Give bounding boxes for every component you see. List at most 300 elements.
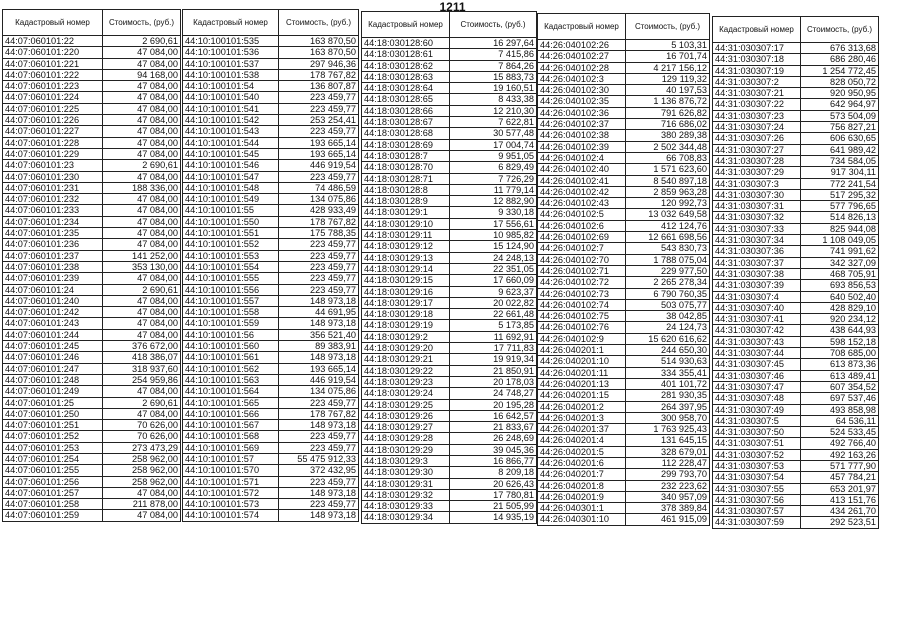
cost-cell: 328 679,01: [626, 446, 710, 457]
cadastral-number-cell: 44:26:040201:6: [538, 457, 626, 468]
table-row: [183, 431, 359, 442]
table-row: [3, 205, 181, 216]
table-row: [713, 167, 879, 178]
table-row: [713, 393, 879, 404]
table-row: [3, 273, 181, 284]
cadastral-number-cell: 44:07:060101:255: [3, 465, 103, 476]
table-row: [362, 388, 537, 399]
table-row: [3, 341, 181, 352]
cadastral-number-cell: 44:26:040201:10: [538, 356, 626, 367]
cadastral-number-cell: 44:10:100101:542: [183, 115, 279, 126]
cost-cell: 163 870,50: [279, 36, 359, 47]
cost-cell: 258 962,00: [103, 453, 181, 464]
cadastral-number-cell: 44:31:030307:22: [713, 99, 801, 110]
cadastral-number-cell: 44:26:040102:73: [538, 288, 626, 299]
cost-cell: 8 433,38: [450, 94, 537, 105]
cost-cell: 193 665,14: [279, 137, 359, 148]
cadastral-number-cell: 44:31:030307:34: [713, 235, 801, 246]
cadastral-number-cell: 44:07:060101:253: [3, 442, 103, 453]
table-row: [713, 415, 879, 426]
cadastral-table-1: [2, 9, 181, 522]
table-row: [183, 92, 359, 103]
cost-cell: 89 383,91: [279, 341, 359, 352]
table-row: [3, 307, 181, 318]
cadastral-number-cell: 44:31:030307:29: [713, 167, 801, 178]
table-row: [538, 209, 710, 220]
cost-cell: 120 992,73: [626, 198, 710, 209]
cost-cell: 15 124,90: [450, 241, 537, 252]
table-row: [538, 277, 710, 288]
cost-cell: 7 726,29: [450, 173, 537, 184]
cadastral-number-cell: 44:10:100101:549: [183, 194, 279, 205]
cost-cell: 2 690,61: [103, 160, 181, 171]
cadastral-number-cell: 44:31:030307:44: [713, 348, 801, 359]
cost-cell: 47 084,00: [103, 148, 181, 159]
cost-cell: 9 623,37: [450, 286, 537, 297]
table-row: [362, 150, 537, 161]
cost-cell: 223 459,77: [279, 103, 359, 114]
cost-cell: 20 195,28: [450, 399, 537, 410]
cost-cell: 47 084,00: [103, 239, 181, 250]
cost-cell: 47 084,00: [103, 194, 181, 205]
cost-cell: 38 042,85: [626, 311, 710, 322]
cost-cell: 8 540 897,18: [626, 175, 710, 186]
cadastral-number-cell: 44:26:040102:6: [538, 220, 626, 231]
cadastral-number-cell: 44:07:060101:237: [3, 250, 103, 261]
cadastral-number-cell: 44:31:030307:24: [713, 122, 801, 133]
cost-cell: 9 951,05: [450, 150, 537, 161]
table-row: [362, 71, 537, 82]
cadastral-number-cell: 44:10:100101:572: [183, 487, 279, 498]
table-row: [183, 126, 359, 137]
cadastral-number-cell: 44:31:030307:30: [713, 189, 801, 200]
cadastral-number-cell: 44:10:100101:562: [183, 363, 279, 374]
cost-cell: 514 826,13: [801, 212, 879, 223]
cadastral-number-cell: 44:26:040102:3: [538, 73, 626, 84]
table-row: [183, 318, 359, 329]
table-row: [538, 141, 710, 152]
cost-cell: 244 650,30: [626, 345, 710, 356]
table-row: [362, 297, 537, 308]
cost-cell: 457 784,21: [801, 472, 879, 483]
cadastral-number-cell: 44:18:030129:27: [362, 422, 450, 433]
cost-cell: 598 152,18: [801, 336, 879, 347]
cadastral-number-cell: 44:18:030129:13: [362, 252, 450, 263]
table-row: [538, 378, 710, 389]
cadastral-number-cell: 44:07:060101:254: [3, 453, 103, 464]
cadastral-number-cell: 44:10:100101:552: [183, 239, 279, 250]
cost-cell: 15 883,73: [450, 71, 537, 82]
table-row: [362, 173, 537, 184]
cost-cell: 1 763 925,43: [626, 424, 710, 435]
table-row: [183, 397, 359, 408]
cost-cell: 676 313,68: [801, 43, 879, 54]
cadastral-number-cell: 44:18:030129:16: [362, 286, 450, 297]
cadastral-number-cell: 44:07:060101:247: [3, 363, 103, 374]
cost-cell: 920 234,12: [801, 314, 879, 325]
cost-cell: 1 108 049,05: [801, 235, 879, 246]
cadastral-number-cell: 44:07:060101:238: [3, 261, 103, 272]
table-row: [3, 126, 181, 137]
cadastral-number-cell: 44:26:040102:71: [538, 265, 626, 276]
table-row: [713, 257, 879, 268]
cost-cell: 223 459,77: [279, 431, 359, 442]
cost-cell: 342 327,09: [801, 257, 879, 268]
cost-cell: 136 807,87: [279, 81, 359, 92]
cost-cell: 22 661,48: [450, 309, 537, 320]
cost-cell: 17 711,83: [450, 343, 537, 354]
cadastral-number-cell: 44:10:100101:554: [183, 261, 279, 272]
cost-cell: 607 354,52: [801, 381, 879, 392]
table-row: [538, 152, 710, 163]
table-row: [183, 205, 359, 216]
cost-cell: 74 486,59: [279, 182, 359, 193]
table-row: [713, 348, 879, 359]
cadastral-number-cell: 44:31:030307:19: [713, 65, 801, 76]
cost-cell: 642 964,97: [801, 99, 879, 110]
table-row: [3, 58, 181, 69]
table-row: [713, 268, 879, 279]
cost-cell: 141 252,00: [103, 250, 181, 261]
cost-cell: 828 050,72: [801, 76, 879, 87]
cost-cell: 163 870,50: [279, 47, 359, 58]
table-row: [362, 105, 537, 116]
table-row: [713, 483, 879, 494]
cadastral-number-cell: 44:26:040102:70: [538, 254, 626, 265]
cadastral-number-cell: 44:18:030129:20: [362, 343, 450, 354]
cadastral-number-cell: 44:07:060101:250: [3, 408, 103, 419]
table-row: [538, 322, 710, 333]
table-row: [362, 196, 537, 207]
table-row: [713, 178, 879, 189]
cadastral-number-cell: 44:26:040102:27: [538, 51, 626, 62]
table-row: [3, 194, 181, 205]
cost-cell: 9 330,18: [450, 207, 537, 218]
cadastral-number-cell: 44:07:060101:243: [3, 318, 103, 329]
cadastral-number-cell: 44:18:030128:70: [362, 162, 450, 173]
cadastral-number-cell: 44:18:030129:25: [362, 399, 450, 410]
cadastral-number-cell: 44:18:030129:34: [362, 512, 450, 523]
table-row: [362, 83, 537, 94]
table-row: [538, 299, 710, 310]
table-row: [362, 365, 537, 376]
cost-cell: 47 084,00: [103, 205, 181, 216]
cost-cell: 613 873,36: [801, 359, 879, 370]
table-row: [3, 261, 181, 272]
cadastral-number-cell: 44:31:030307:42: [713, 325, 801, 336]
table-row: [3, 397, 181, 408]
cost-cell: 503 075,77: [626, 299, 710, 310]
table-row: [183, 47, 359, 58]
table-row: [538, 367, 710, 378]
cost-cell: 613 489,41: [801, 370, 879, 381]
table-row: [3, 499, 181, 510]
table-row: [183, 510, 359, 521]
table-row: [713, 438, 879, 449]
cost-cell: 223 459,77: [279, 261, 359, 272]
cost-cell: 734 584,05: [801, 155, 879, 166]
table-row: [538, 503, 710, 514]
cadastral-number-cell: 44:10:100101:560: [183, 341, 279, 352]
cadastral-number-cell: 44:18:030128:61: [362, 49, 450, 60]
cadastral-number-cell: 44:31:030307:49: [713, 404, 801, 415]
cadastral-number-cell: 44:18:030129:1: [362, 207, 450, 218]
cadastral-number-cell: 44:18:030129:23: [362, 376, 450, 387]
cadastral-number-cell: 44:10:100101:541: [183, 103, 279, 114]
table-row: [362, 184, 537, 195]
cadastral-number-cell: 44:07:060101:234: [3, 216, 103, 227]
cost-cell: 55 475 912,33: [279, 453, 359, 464]
table-row: [362, 501, 537, 512]
table-row: [3, 318, 181, 329]
cost-cell: 20 626,43: [450, 478, 537, 489]
cost-cell: 19 919,34: [450, 354, 537, 365]
cost-cell: 14 935,19: [450, 512, 537, 523]
cadastral-number-cell: 44:18:030129:28: [362, 433, 450, 444]
table-row: [3, 160, 181, 171]
cost-cell: 577 796,65: [801, 201, 879, 212]
table-row: [3, 115, 181, 126]
cadastral-number-cell: 44:18:030129:19: [362, 320, 450, 331]
cadastral-number-cell: 44:26:040201:1: [538, 345, 626, 356]
table-row: [362, 309, 537, 320]
cadastral-number-cell: 44:10:100101:536: [183, 47, 279, 58]
cost-cell: 47 084,00: [103, 307, 181, 318]
cadastral-number-cell: 44:07:060101:232: [3, 194, 103, 205]
cost-cell: 193 665,14: [279, 148, 359, 159]
cost-cell: 273 473,29: [103, 442, 181, 453]
cost-cell: 47 084,00: [103, 510, 181, 521]
cost-cell: 47 084,00: [103, 47, 181, 58]
table-row: [713, 336, 879, 347]
cost-cell: 401 101,72: [626, 378, 710, 389]
cost-cell: 772 241,54: [801, 178, 879, 189]
table-row: [538, 424, 710, 435]
table-row: [183, 103, 359, 114]
table-row: [3, 239, 181, 250]
header-cost: Стоимость, (руб.): [626, 14, 710, 40]
cadastral-number-cell: 44:10:100101:565: [183, 397, 279, 408]
cost-cell: 372 432,95: [279, 465, 359, 476]
cost-cell: 15 620 616,62: [626, 333, 710, 344]
table-row: [3, 510, 181, 521]
cadastral-number-cell: 44:10:100101:56: [183, 329, 279, 340]
cadastral-number-cell: 44:18:030129:3: [362, 455, 450, 466]
cadastral-number-cell: 44:10:100101:547: [183, 171, 279, 182]
table-row: [538, 457, 710, 468]
cadastral-number-cell: 44:18:030128:7: [362, 150, 450, 161]
cadastral-number-cell: 44:10:100101:535: [183, 36, 279, 47]
cost-cell: 16 866,77: [450, 455, 537, 466]
table-row: [362, 286, 537, 297]
cadastral-number-cell: 44:10:100101:571: [183, 476, 279, 487]
table-row: [183, 250, 359, 261]
table-row: [538, 96, 710, 107]
cost-cell: 756 827,21: [801, 122, 879, 133]
cadastral-number-cell: 44:31:030307:37: [713, 257, 801, 268]
cadastral-number-cell: 44:07:060101:252: [3, 431, 103, 442]
cost-cell: 1 788 075,04: [626, 254, 710, 265]
cost-cell: 47 084,00: [103, 126, 181, 137]
cost-cell: 825 944,08: [801, 223, 879, 234]
header-cadastral-number: Кадастровый номер: [713, 17, 801, 43]
cadastral-number-cell: 44:18:030128:60: [362, 38, 450, 49]
cost-cell: 17 556,61: [450, 218, 537, 229]
cadastral-number-cell: 44:31:030307:27: [713, 144, 801, 155]
table-row: [362, 354, 537, 365]
page-number: 1211: [439, 0, 466, 14]
table-row: [3, 374, 181, 385]
cadastral-number-cell: 44:26:040201:8: [538, 480, 626, 491]
cost-cell: 47 084,00: [103, 273, 181, 284]
cadastral-number-cell: 44:07:060101:22: [3, 36, 103, 47]
cadastral-number-cell: 44:18:030129:32: [362, 489, 450, 500]
table-row: [3, 92, 181, 103]
table-row: [538, 435, 710, 446]
cadastral-number-cell: 44:18:030129:2: [362, 331, 450, 342]
cost-cell: 148 973,18: [279, 420, 359, 431]
cadastral-number-cell: 44:07:060101:228: [3, 137, 103, 148]
table-row: [538, 491, 710, 502]
table-row: [183, 329, 359, 340]
cadastral-number-cell: 44:18:030128:62: [362, 60, 450, 71]
cadastral-number-cell: 44:18:030129:29: [362, 444, 450, 455]
cadastral-number-cell: 44:26:040102:28: [538, 62, 626, 73]
table-row: [713, 517, 879, 528]
table-row: [3, 81, 181, 92]
cadastral-number-cell: 44:26:040301:1: [538, 503, 626, 514]
cadastral-number-cell: 44:10:100101:545: [183, 148, 279, 159]
cadastral-number-cell: 44:31:030307:5: [713, 415, 801, 426]
cadastral-number-cell: 44:31:030307:46: [713, 370, 801, 381]
cadastral-number-cell: 44:10:100101:570: [183, 465, 279, 476]
table-row: [362, 230, 537, 241]
header-cadastral-number: Кадастровый номер: [183, 10, 279, 36]
cadastral-number-cell: 44:26:040201:15: [538, 390, 626, 401]
cadastral-number-cell: 44:10:100101:555: [183, 273, 279, 284]
cadastral-number-cell: 44:31:030307:4: [713, 291, 801, 302]
table-row: [3, 171, 181, 182]
cost-cell: 47 084,00: [103, 487, 181, 498]
cost-cell: 232 223,62: [626, 480, 710, 491]
table-row: [713, 144, 879, 155]
cost-cell: 258 962,00: [103, 476, 181, 487]
cost-cell: 10 985,82: [450, 230, 537, 241]
table-row: [183, 69, 359, 80]
cadastral-number-cell: 44:10:100101:54: [183, 81, 279, 92]
cost-cell: 47 084,00: [103, 329, 181, 340]
cadastral-number-cell: 44:26:040102:38: [538, 130, 626, 141]
cadastral-number-cell: 44:07:060101:226: [3, 115, 103, 126]
cadastral-number-cell: 44:10:100101:553: [183, 250, 279, 261]
cadastral-number-cell: 44:18:030128:9: [362, 196, 450, 207]
table-row: [362, 49, 537, 60]
table-row: [183, 307, 359, 318]
cadastral-number-cell: 44:07:060101:249: [3, 386, 103, 397]
cadastral-number-cell: 44:10:100101:563: [183, 374, 279, 385]
table-row: [183, 420, 359, 431]
cadastral-number-cell: 44:31:030307:56: [713, 494, 801, 505]
table-row: [362, 117, 537, 128]
cost-cell: 223 459,77: [279, 273, 359, 284]
table-row: [538, 412, 710, 423]
table-row: [713, 302, 879, 313]
cadastral-number-cell: 44:07:060101:259: [3, 510, 103, 521]
cost-cell: 461 915,09: [626, 514, 710, 525]
cost-cell: 300 958,70: [626, 412, 710, 423]
cadastral-number-cell: 44:18:030129:15: [362, 275, 450, 286]
cost-cell: 131 645,15: [626, 435, 710, 446]
cadastral-number-cell: 44:10:100101:57: [183, 453, 279, 464]
cost-cell: 20 178,03: [450, 376, 537, 387]
cadastral-number-cell: 44:31:030307:53: [713, 460, 801, 471]
table-row: [183, 137, 359, 148]
cost-cell: 571 777,90: [801, 460, 879, 471]
table-row: [183, 453, 359, 464]
table-row: [362, 467, 537, 478]
table-row: [183, 465, 359, 476]
cadastral-number-cell: 44:10:100101:543: [183, 126, 279, 137]
table-row: [713, 291, 879, 302]
table-row: [538, 186, 710, 197]
table-row: [538, 469, 710, 480]
table-row: [538, 401, 710, 412]
cost-cell: 16 297,64: [450, 38, 537, 49]
table-row: [183, 228, 359, 239]
table-row: [183, 476, 359, 487]
cost-cell: 24 248,13: [450, 252, 537, 263]
cost-cell: 26 248,69: [450, 433, 537, 444]
cadastral-number-cell: 44:18:030129:18: [362, 309, 450, 320]
cadastral-number-cell: 44:31:030307:48: [713, 393, 801, 404]
cadastral-number-cell: 44:31:030307:31: [713, 201, 801, 212]
table-row: [183, 408, 359, 419]
cost-cell: 791 626,82: [626, 107, 710, 118]
cadastral-number-cell: 44:31:030307:51: [713, 438, 801, 449]
cost-cell: 223 459,77: [279, 284, 359, 295]
cadastral-number-cell: 44:31:030307:52: [713, 449, 801, 460]
cadastral-number-cell: 44:18:030128:67: [362, 117, 450, 128]
table-row: [362, 422, 537, 433]
cost-cell: 47 084,00: [103, 92, 181, 103]
cost-cell: 2 502 344,48: [626, 141, 710, 152]
cost-cell: 299 793,70: [626, 469, 710, 480]
cadastral-number-cell: 44:31:030307:55: [713, 483, 801, 494]
header-cadastral-number: Кадастровый номер: [3, 10, 103, 36]
table-row: [3, 329, 181, 340]
cadastral-number-cell: 44:18:030129:31: [362, 478, 450, 489]
cadastral-number-cell: 44:10:100101:55: [183, 205, 279, 216]
cost-cell: 70 626,00: [103, 420, 181, 431]
table-row: [362, 128, 537, 139]
table-row: [538, 254, 710, 265]
cost-cell: 2 690,61: [103, 36, 181, 47]
cadastral-number-cell: 44:26:040102:9: [538, 333, 626, 344]
cadastral-number-cell: 44:26:040201:7: [538, 469, 626, 480]
cost-cell: 264 397,95: [626, 401, 710, 412]
table-row: [538, 232, 710, 243]
cadastral-number-cell: 44:07:060101:229: [3, 148, 103, 159]
cost-cell: 40 197,53: [626, 85, 710, 96]
cadastral-number-cell: 44:07:060101:236: [3, 239, 103, 250]
cadastral-number-cell: 44:18:030128:8: [362, 184, 450, 195]
cost-cell: 2 859 963,28: [626, 186, 710, 197]
table-row: [183, 374, 359, 385]
cost-cell: 5 173,85: [450, 320, 537, 331]
table-row: [183, 216, 359, 227]
cost-cell: 16 642,57: [450, 410, 537, 421]
cadastral-number-cell: 44:31:030307:47: [713, 381, 801, 392]
